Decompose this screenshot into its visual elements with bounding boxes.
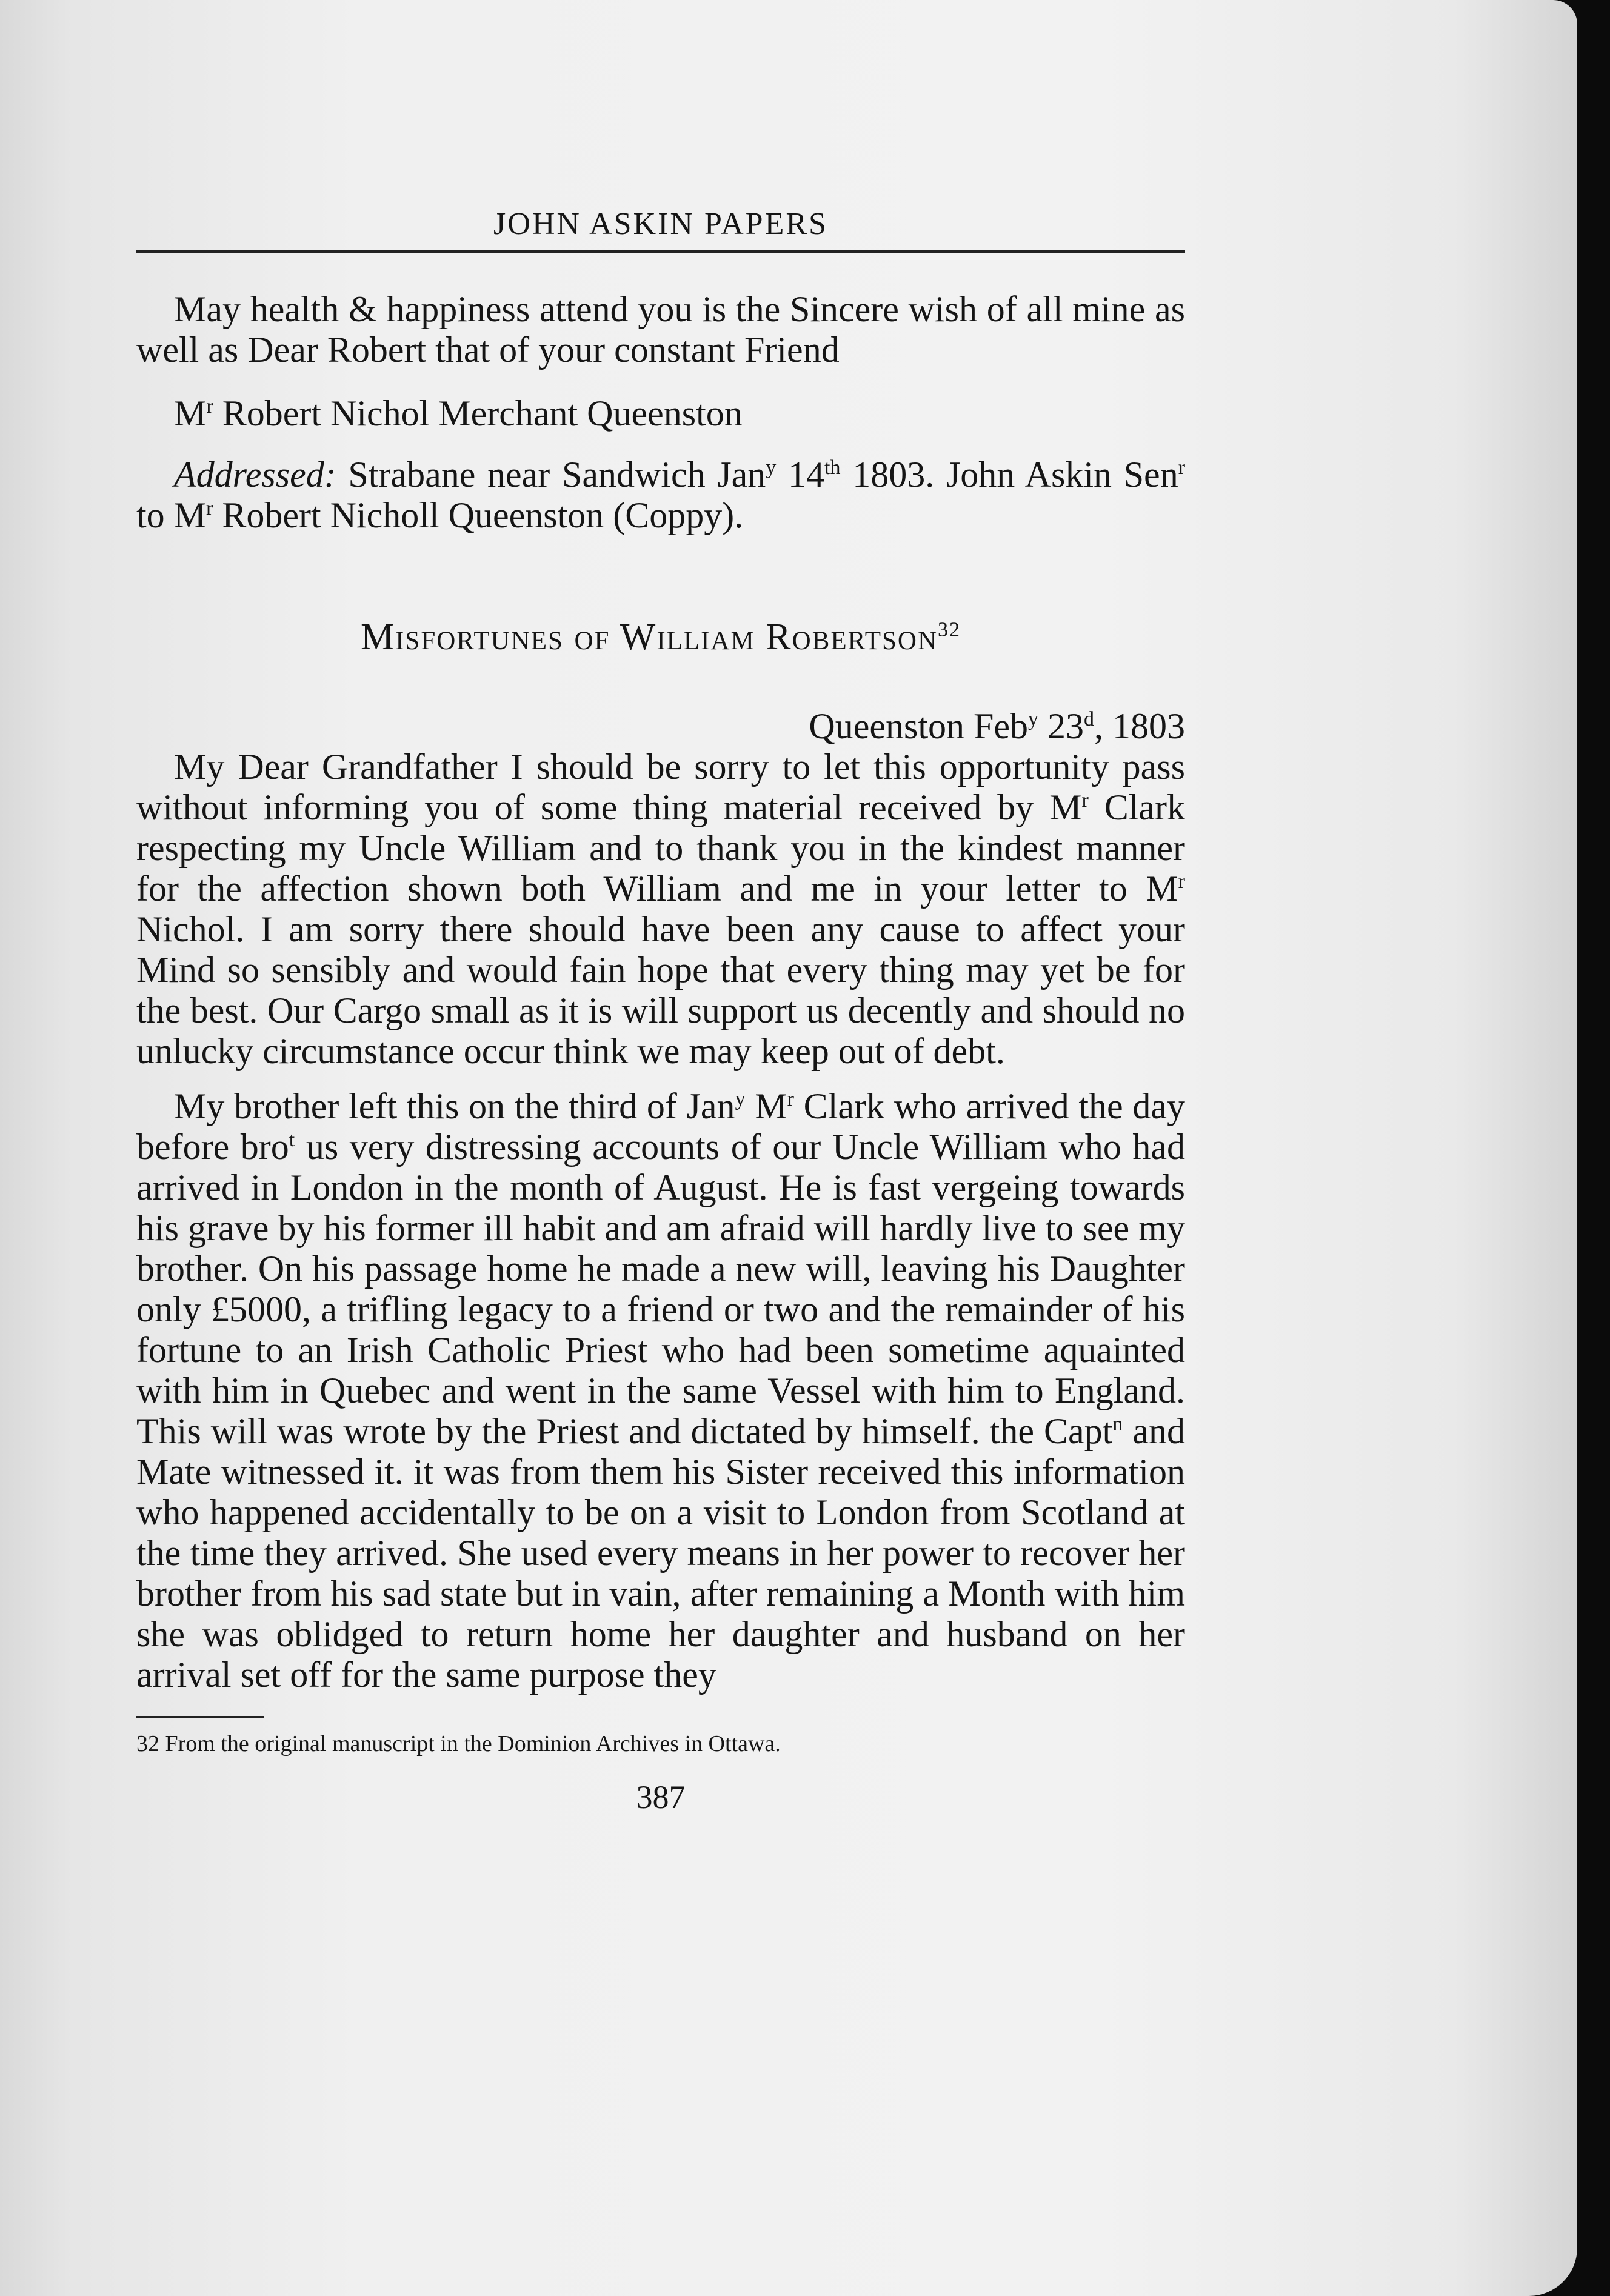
- letter-p2-text-3: Clark who arrived the day before bro: [136, 1086, 1185, 1167]
- letter-dateline: [136, 706, 1185, 747]
- addressee-sup: r: [206, 395, 213, 418]
- letter-p2-text-5: and Mate witnessed it. it was from them his Sister received this information who happened accidentally to be on a visit to London from Scotland at the time they arrived. She used every means in her power to recover her brother from his sad state but in vain, after remaining a Month with him she was oblidged to return home her daughter and husband on her arrival set off for the same purpose they: [136, 1411, 1185, 1695]
- letter-p2-sup-3: t: [289, 1129, 295, 1151]
- addressed-sup-1: y: [766, 456, 777, 479]
- addressed-text-3: 1803. John Askin Sen: [840, 455, 1178, 495]
- footnote-text: From the original manuscript in the Dominion Archives in Ottawa.: [159, 1731, 781, 1757]
- letter-p2-text-1: My brother left this on the third of Jan: [174, 1086, 735, 1126]
- letter-p2-text-2: M: [745, 1086, 787, 1126]
- letter-p2-sup-4: n: [1112, 1413, 1123, 1435]
- addressed-note: [136, 455, 1185, 536]
- letter-p2-sup-2: r: [787, 1088, 794, 1110]
- letter-p1-text-1: My Dear Grandfather I should be sorry to let this opportunity pass without informing you of some thing material received by M: [136, 747, 1185, 827]
- closing-paragraph: May health & happiness attend you is the Sincere wish of all mine as well as Dear Robert that of your constant Friend: [136, 289, 1185, 370]
- footnote: [136, 1730, 1185, 1758]
- addressed-label: Addressed:: [174, 455, 336, 495]
- addressed-sup-4: r: [206, 497, 213, 519]
- section-footnote-ref: 32: [938, 618, 961, 641]
- addressed-text-2: 14: [776, 455, 825, 495]
- addressed-text-4: to M: [136, 495, 207, 535]
- addressed-sup-3: r: [1178, 456, 1186, 479]
- dateline-text-1: Queenston Feb: [809, 706, 1028, 746]
- letter-paragraph-1: [136, 747, 1185, 1072]
- addressed-text-5: Robert Nicholl Queenston (Coppy).: [213, 495, 744, 535]
- running-head: JOHN ASKIN PAPERS: [136, 206, 1185, 253]
- page-number: 387: [636, 1779, 686, 1815]
- footnote-number: 32: [136, 1731, 159, 1757]
- letter-p1-sup-1: r: [1081, 789, 1089, 812]
- letter-p1-text-2: Clark respecting my Uncle William and to thank you in the kindest manner for the affection shown both William and me in your letter to M: [136, 787, 1185, 909]
- addressee-prefix: M: [174, 393, 207, 433]
- dateline-text-2: 23: [1038, 706, 1084, 746]
- letter-p1-text-3: Nichol. I am sorry there should have been any cause to affect your Mind so sensibly and would fain hope that every thing may yet be for the best. Our Cargo small as it is will support us decently and should no unlucky circumstance occur think we may keep out of debt.: [136, 909, 1185, 1071]
- footnote-rule: [136, 1716, 264, 1718]
- dateline-sup-2: d: [1084, 708, 1094, 730]
- dateline-text-3: , 1803: [1094, 706, 1185, 746]
- page-content: [136, 206, 1185, 1816]
- section-title: [136, 616, 1185, 659]
- dateline-sup-1: y: [1028, 708, 1038, 730]
- section-title-text: Misfortunes of William Robertson: [360, 616, 938, 658]
- letter-p1-sup-2: r: [1178, 870, 1185, 893]
- letter-paragraph-2: [136, 1086, 1185, 1695]
- addressed-text-1: Strabane near Sandwich Jan: [336, 455, 766, 495]
- addressee-text: Robert Nichol Merchant Queenston: [213, 393, 743, 433]
- letter-p2-sup-1: y: [735, 1088, 746, 1110]
- addressee-line: [136, 393, 1185, 434]
- addressed-sup-2: th: [824, 456, 841, 479]
- letter-p2-text-4: us very distressing accounts of our Uncle William who had arrived in London in the month of August. He is fast vergeing towards his grave by his former ill habit and am afraid will hardly live to see my brother. On his passage home he made a new will, leaving his Daughter only £5000, a trifling legacy to a friend or two and the remainder of his fortune to an Irish Catholic Priest who had been sometime aquainted with him in Quebec and went in the same Vessel with him to England. This will was wrote by the Priest and dictated by himself. the Capt: [136, 1127, 1185, 1451]
